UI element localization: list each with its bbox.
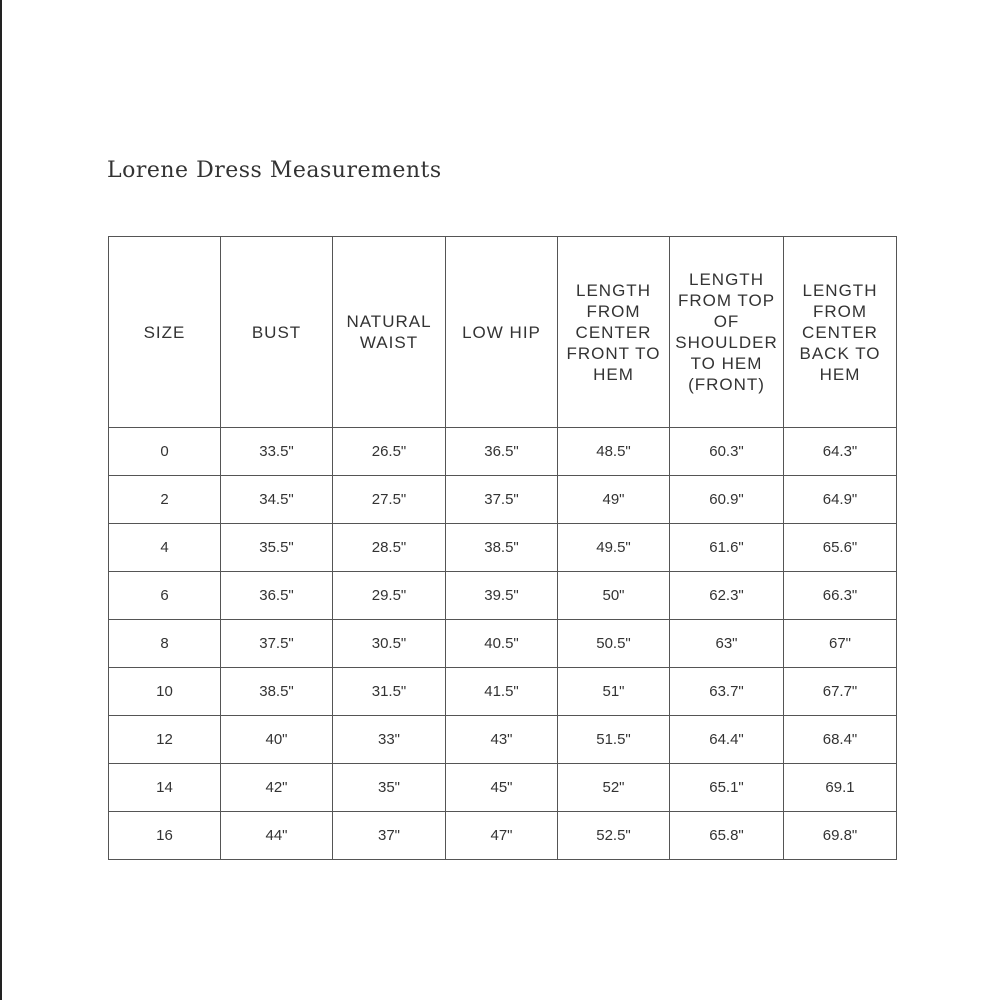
bust-cell: 38.5" bbox=[221, 668, 333, 716]
length-center-back-cell: 64.9" bbox=[784, 476, 897, 524]
header-length-top-shoulder bbox=[670, 237, 784, 428]
length-top-shoulder-cell: 65.8" bbox=[670, 812, 784, 860]
natural-waist-cell: 35" bbox=[333, 764, 446, 812]
length-center-front-cell: 48.5" bbox=[558, 428, 670, 476]
header-text: LENGTH bbox=[802, 280, 878, 300]
length-top-shoulder-cell: 60.3" bbox=[670, 428, 784, 476]
low-hip-cell: 38.5" bbox=[446, 524, 558, 572]
size-cell: 14 bbox=[109, 764, 221, 812]
header-natural-waist bbox=[333, 237, 446, 428]
bust-cell: 35.5" bbox=[221, 524, 333, 572]
low-hip-cell: 37.5" bbox=[446, 476, 558, 524]
bust-cell: 42" bbox=[221, 764, 333, 812]
header-text: BUST bbox=[251, 322, 302, 342]
header-length-center-front bbox=[558, 237, 670, 428]
table-row bbox=[109, 668, 897, 716]
size-cell: 10 bbox=[109, 668, 221, 716]
natural-waist-cell: 33" bbox=[333, 716, 446, 764]
length-center-front-cell: 51.5" bbox=[558, 716, 670, 764]
table-row bbox=[109, 476, 897, 524]
header-text: OF bbox=[713, 312, 740, 331]
length-top-shoulder-cell: 64.4" bbox=[670, 716, 784, 764]
natural-waist-cell: 28.5" bbox=[333, 524, 446, 572]
bust-cell: 36.5" bbox=[221, 572, 333, 620]
length-center-back-cell: 67.7" bbox=[784, 668, 897, 716]
bust-cell: 34.5" bbox=[221, 476, 333, 524]
table-row bbox=[109, 620, 897, 668]
length-center-front-cell: 50" bbox=[558, 572, 670, 620]
header-text: TO HEM bbox=[690, 354, 763, 373]
bust-cell: 40" bbox=[221, 716, 333, 764]
low-hip-cell: 39.5" bbox=[446, 572, 558, 620]
low-hip-cell: 45" bbox=[446, 764, 558, 812]
length-top-shoulder-cell: 65.1" bbox=[670, 764, 784, 812]
length-top-shoulder-cell: 63.7" bbox=[670, 668, 784, 716]
table-row bbox=[109, 572, 897, 620]
length-center-front-cell: 52" bbox=[558, 764, 670, 812]
header-low-hip bbox=[446, 237, 558, 428]
length-center-front-cell: 51" bbox=[558, 668, 670, 716]
table-header-row bbox=[109, 237, 897, 428]
size-cell: 16 bbox=[109, 812, 221, 860]
header-text: LENGTH bbox=[576, 280, 651, 300]
header-text: CENTER bbox=[575, 322, 652, 342]
size-chart-table bbox=[108, 236, 897, 860]
header-text: FRONT TO bbox=[566, 343, 661, 363]
table-row bbox=[109, 716, 897, 764]
header-text: HEM bbox=[819, 364, 861, 384]
header-text: BACK TO bbox=[799, 343, 881, 363]
header-text: FROM TOP bbox=[677, 291, 776, 310]
header-text: HEM bbox=[593, 364, 634, 384]
table-row bbox=[109, 812, 897, 860]
header-size bbox=[109, 237, 221, 428]
low-hip-cell: 47" bbox=[446, 812, 558, 860]
length-center-back-cell: 65.6" bbox=[784, 524, 897, 572]
table-row bbox=[109, 524, 897, 572]
natural-waist-cell: 31.5" bbox=[333, 668, 446, 716]
low-hip-cell: 36.5" bbox=[446, 428, 558, 476]
table-row bbox=[109, 764, 897, 812]
header-text: LOW HIP bbox=[462, 322, 541, 342]
low-hip-cell: 40.5" bbox=[446, 620, 558, 668]
length-center-back-cell: 64.3" bbox=[784, 428, 897, 476]
header-text: WAIST bbox=[359, 333, 419, 352]
header-text: LENGTH bbox=[689, 270, 764, 289]
natural-waist-cell: 37" bbox=[333, 812, 446, 860]
header-text: NATURAL bbox=[346, 312, 432, 331]
page-title: Lorene Dress Measurements bbox=[107, 158, 442, 183]
size-cell: 8 bbox=[109, 620, 221, 668]
bust-cell: 37.5" bbox=[221, 620, 333, 668]
header-bust bbox=[221, 237, 333, 428]
bust-cell: 33.5" bbox=[221, 428, 333, 476]
length-center-front-cell: 50.5" bbox=[558, 620, 670, 668]
length-center-back-cell: 66.3" bbox=[784, 572, 897, 620]
length-center-front-cell: 52.5" bbox=[558, 812, 670, 860]
header-text: SIZE bbox=[143, 322, 186, 342]
length-center-back-cell: 69.1 bbox=[784, 764, 897, 812]
length-center-front-cell: 49" bbox=[558, 476, 670, 524]
header-length-center-back bbox=[784, 237, 897, 428]
length-center-back-cell: 68.4" bbox=[784, 716, 897, 764]
length-top-shoulder-cell: 60.9" bbox=[670, 476, 784, 524]
length-center-back-cell: 67" bbox=[784, 620, 897, 668]
table-row bbox=[109, 428, 897, 476]
size-cell: 6 bbox=[109, 572, 221, 620]
size-cell: 0 bbox=[109, 428, 221, 476]
natural-waist-cell: 29.5" bbox=[333, 572, 446, 620]
length-center-back-cell: 69.8" bbox=[784, 812, 897, 860]
size-cell: 4 bbox=[109, 524, 221, 572]
natural-waist-cell: 26.5" bbox=[333, 428, 446, 476]
length-top-shoulder-cell: 63" bbox=[670, 620, 784, 668]
length-top-shoulder-cell: 61.6" bbox=[670, 524, 784, 572]
natural-waist-cell: 30.5" bbox=[333, 620, 446, 668]
low-hip-cell: 41.5" bbox=[446, 668, 558, 716]
length-center-front-cell: 49.5" bbox=[558, 524, 670, 572]
header-text: FROM bbox=[812, 301, 868, 321]
length-top-shoulder-cell: 62.3" bbox=[670, 572, 784, 620]
size-cell: 12 bbox=[109, 716, 221, 764]
header-text: CENTER bbox=[802, 322, 878, 342]
size-cell: 2 bbox=[109, 476, 221, 524]
low-hip-cell: 43" bbox=[446, 716, 558, 764]
natural-waist-cell: 27.5" bbox=[333, 476, 446, 524]
header-text: SHOULDER bbox=[675, 333, 778, 352]
bust-cell: 44" bbox=[221, 812, 333, 860]
header-text: FROM bbox=[586, 301, 641, 321]
table-body bbox=[109, 428, 897, 860]
header-text: (FRONT) bbox=[688, 375, 765, 394]
